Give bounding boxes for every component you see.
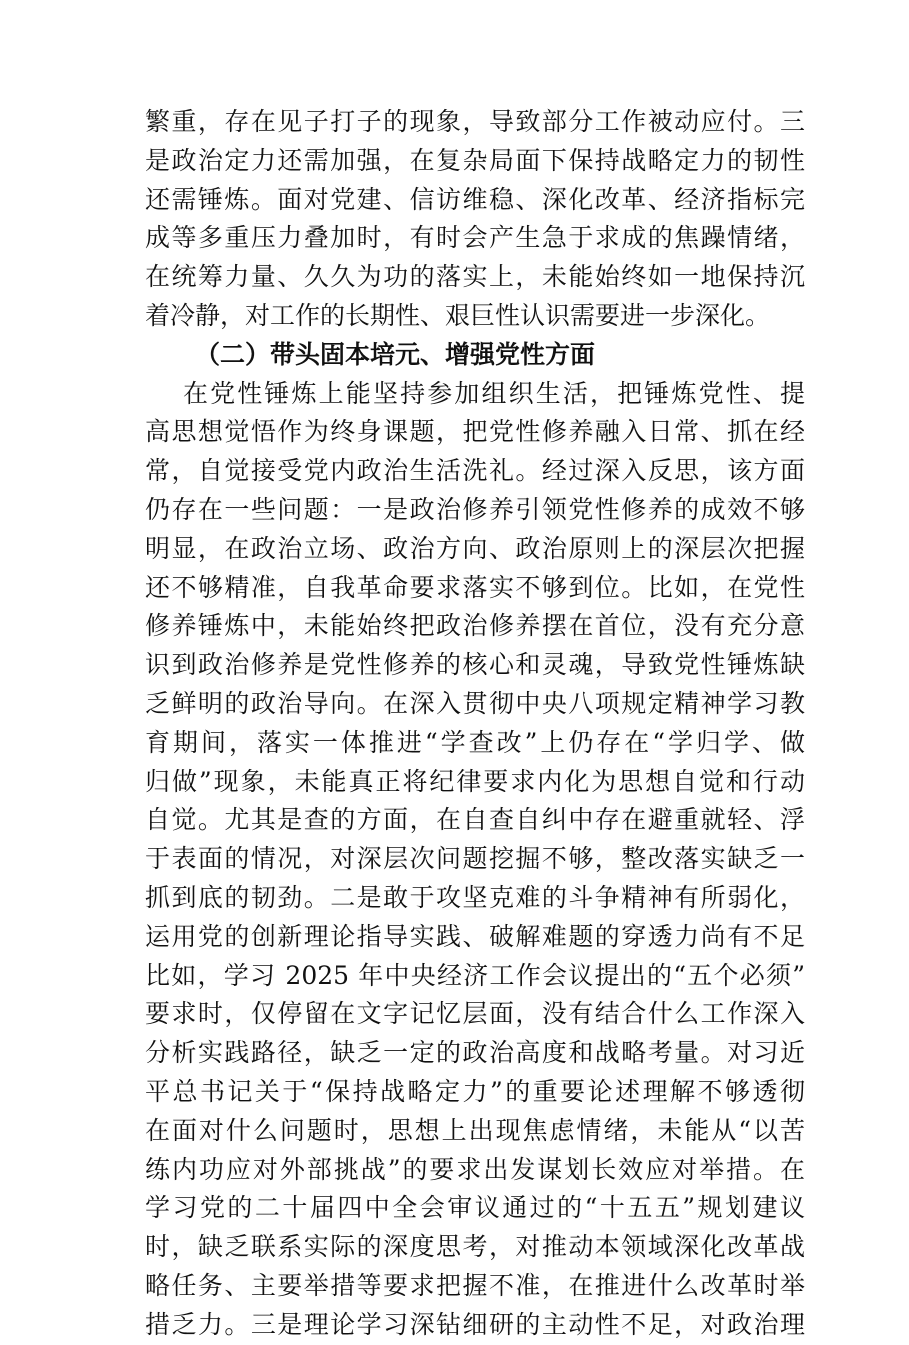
text-line: 着冷静，对工作的长期性、艰巨性认识需要进一步深化。 <box>145 300 771 330</box>
text-line: 在党性锤炼上能坚持参加组织生活，把锤炼党性、提 <box>183 378 805 408</box>
text-line: 练内功应对外部挑战”的要求出发谋划长效应对举措。在 <box>145 1154 805 1184</box>
text-line: 是政治定力还需加强，在复杂局面下保持战略定力的韧性 <box>145 145 805 175</box>
text-line: 高思想觉悟作为终身课题，把党性修养融入日常、抓在经 <box>145 417 805 447</box>
text-line: 自觉。尤其是查的方面，在自查自纠中存在避重就轻、浮 <box>145 805 805 835</box>
text-line: 乏鲜明的政治导向。在深入贯彻中央八项规定精神学习教 <box>145 688 805 718</box>
text-line: 修养锤炼中，未能始终把政治修养摆在首位，没有充分意 <box>145 611 805 641</box>
text-line: 成等多重压力叠加时，有时会产生急于求成的焦躁情绪， <box>145 223 805 253</box>
text-line: 归做”现象，未能真正将纪律要求内化为思想自觉和行动 <box>145 766 805 796</box>
text-line: 还需锤炼。面对党建、信访维稳、深化改革、经济指标完 <box>145 184 805 214</box>
text-line: 措乏力。三是理论学习深钻细研的主动性不足，对政治理 <box>145 1309 805 1339</box>
text-line: 在统筹力量、久久为功的落实上，未能始终如一地保持沉 <box>145 262 805 292</box>
text-line: 繁重，存在见子打子的现象，导致部分工作被动应付。三 <box>145 107 805 136</box>
text-line: 还不够精准，自我革命要求落实不够到位。比如，在党性 <box>145 572 805 602</box>
text-line: 分析实践路径，缺乏一定的政治高度和战略考量。对习近 <box>145 1038 805 1068</box>
text-line: 识到政治修养是党性修养的核心和灵魂，导致党性锤炼缺 <box>145 650 805 680</box>
text-line: 平总书记关于“保持战略定力”的重要论述理解不够透彻 <box>145 1076 805 1106</box>
text-line: 育期间，落实一体推进“学查改”上仍存在“学归学、做 <box>145 727 805 757</box>
text-line: 在面对什么问题时，思想上出现焦虑情绪，未能从“以苦 <box>145 1115 805 1145</box>
text-line: 时，缺乏联系实际的深度思考，对推动本领域深化改革战 <box>145 1232 805 1262</box>
text-line: 略任务、主要举措等要求把握不准，在推进什么改革时举 <box>145 1270 805 1300</box>
text-line: 于表面的情况，对深层次问题挖掘不够，整改落实缺乏一 <box>145 844 805 874</box>
text-line: 比如，学习 2025 年中央经济工作会议提出的“五个必须” <box>145 960 805 990</box>
text-line: 学习党的二十届四中全会审议通过的“十五五”规划建议 <box>145 1193 805 1223</box>
text-line: 常，自觉接受党内政治生活洗礼。经过深入反思，该方面 <box>145 456 805 486</box>
document-body <box>145 103 805 1345</box>
text-line: 仍存在一些问题：一是政治修养引领党性修养的成效不够 <box>145 494 805 524</box>
section-heading: （二）带头固本培元、增强党性方面 <box>195 339 596 369</box>
text-line: 抓到底的韧劲。二是敢于攻坚克难的斗争精神有所弱化， <box>145 882 805 912</box>
text-line: 要求时，仅停留在文字记忆层面，没有结合什么工作深入 <box>145 999 805 1029</box>
text-line: 明显，在政治立场、政治方向、政治原则上的深层次把握 <box>145 533 805 563</box>
text-line: 运用党的创新理论指导实践、破解难题的穿透力尚有不足 <box>145 921 805 951</box>
